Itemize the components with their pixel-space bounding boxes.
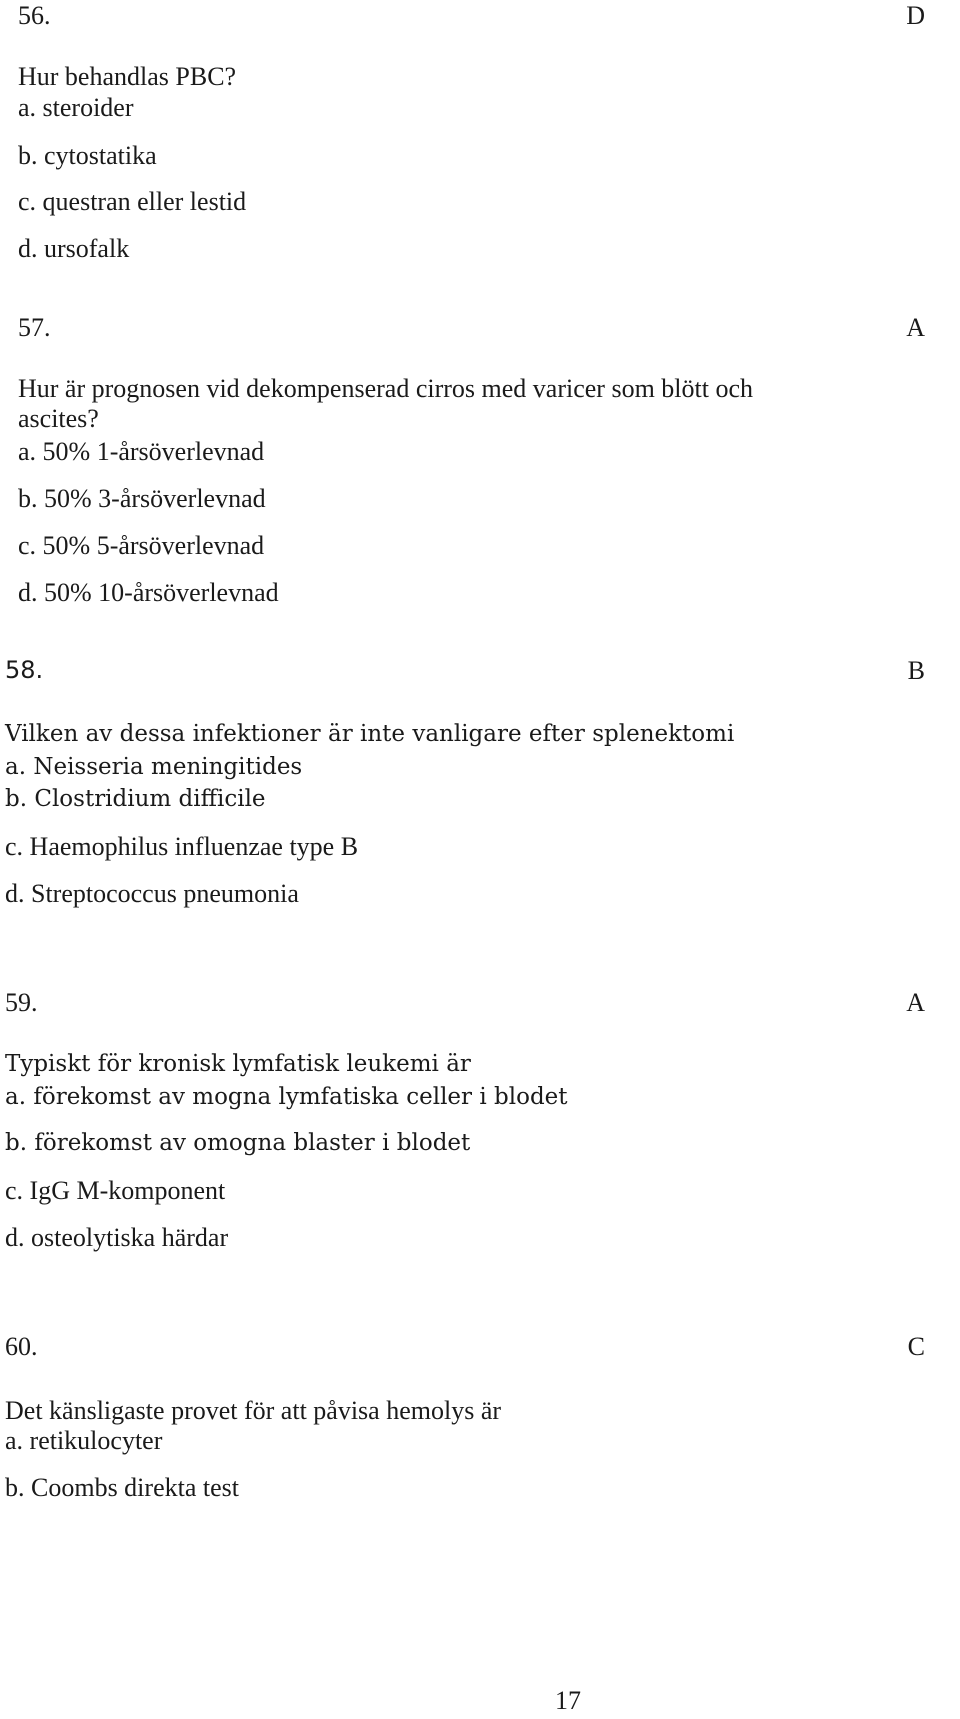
option-b: b. förekomst av omogna blaster i blodet [5, 1130, 471, 1156]
option-a: a. retikulocyter [5, 1426, 163, 1455]
option-c: c. 50% 5-årsöverlevnad [18, 531, 265, 560]
question-number: 56. [18, 1, 51, 30]
option-d: d. Streptococcus pneumonia [5, 879, 299, 908]
option-d: d. 50% 10-årsöverlevnad [18, 578, 279, 607]
question-text: Vilken av dessa infektioner är inte vanligare efter splenektomi [5, 721, 735, 747]
option-c: c. IgG M-komponent [5, 1176, 226, 1205]
question-text-line2: ascites? [18, 404, 99, 433]
question-number: 60. [5, 1332, 38, 1361]
option-b: b. Clostridium difficile [5, 786, 266, 812]
option-b: b. Coombs direkta test [5, 1473, 239, 1502]
question-text-line1: Hur är prognosen vid dekompenserad cirros med varicer som blött och [18, 374, 754, 403]
question-number: 58. [5, 656, 44, 684]
option-c: c. Haemophilus influenzae type B [5, 832, 359, 861]
page-number: 17 [555, 1686, 581, 1715]
option-b: b. 50% 3-årsöverlevnad [18, 484, 266, 513]
question-text: Typiskt för kronisk lymfatisk leukemi är [5, 1051, 471, 1077]
option-d: d. osteolytiska härdar [5, 1223, 229, 1252]
option-a: a. Neisseria meningitides [5, 754, 303, 780]
question-number: 57. [18, 313, 51, 342]
question-text: Det känsligaste provet för att påvisa hemolys är [5, 1396, 502, 1425]
question-text: Hur behandlas PBC? [18, 62, 237, 91]
answer-key: A [906, 988, 925, 1017]
option-a: a. steroider [18, 93, 134, 122]
question-number: 59. [5, 988, 38, 1017]
answer-key: B [907, 656, 925, 685]
option-a: a. förekomst av mogna lymfatiska celler i blodet [5, 1084, 568, 1110]
option-d: d. ursofalk [18, 234, 130, 263]
answer-key: D [906, 1, 925, 30]
answer-key: A [906, 313, 925, 342]
option-a: a. 50% 1-årsöverlevnad [18, 437, 265, 466]
option-b: b. cytostatika [18, 141, 157, 170]
option-c: c. questran eller lestid [18, 187, 247, 216]
answer-key: C [907, 1332, 925, 1361]
